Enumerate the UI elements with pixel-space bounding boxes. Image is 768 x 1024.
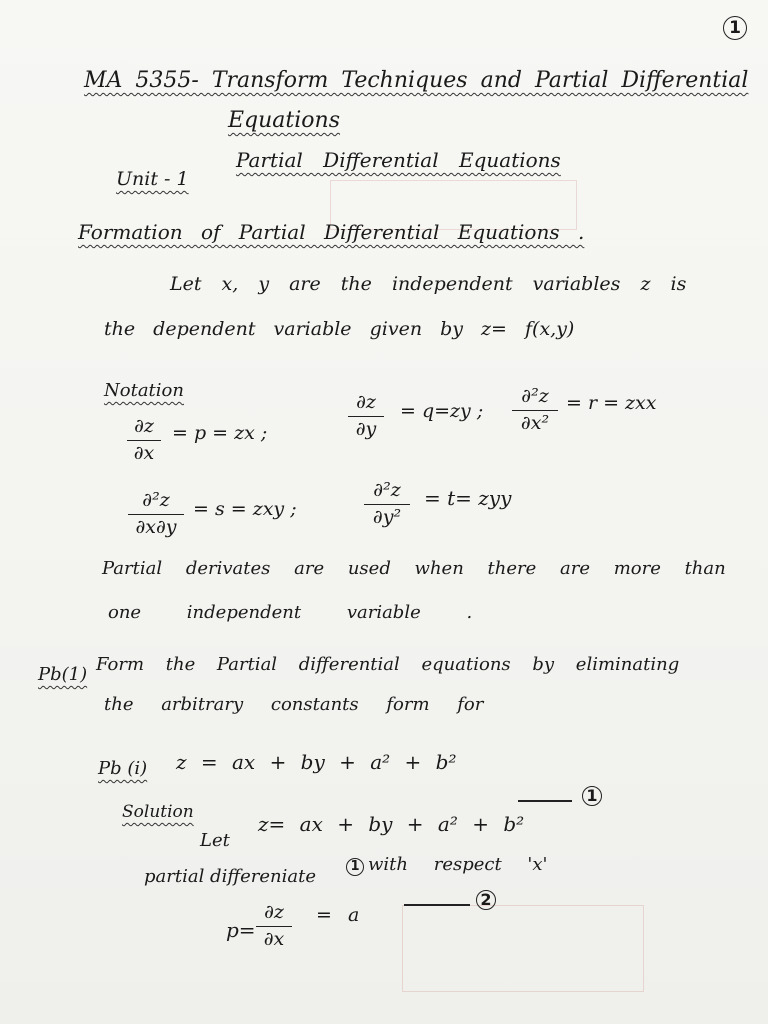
fraction-denominator: ∂x <box>263 928 285 951</box>
unit-title: Partial Differential Equations <box>236 148 561 172</box>
notation-p: = p = zx ; <box>172 422 268 444</box>
second-partial-z-yy <box>364 480 410 529</box>
intro-text-cont: the dependent variable given by z= f(x,y) <box>104 318 575 340</box>
remark-text-cont: one independent variable . <box>108 602 473 623</box>
equation-leader-line <box>518 800 572 802</box>
fraction-bar <box>128 514 184 516</box>
fraction-bar <box>512 410 558 412</box>
inline-equation-ref: 1 <box>346 858 364 876</box>
fraction-numerator: ∂z <box>356 391 376 413</box>
partial-z-y <box>348 392 384 441</box>
subproblem-equation: z = ax + by + a² + b² <box>176 750 457 774</box>
subproblem-label: Pb (i) <box>98 758 148 779</box>
fraction-bar <box>364 504 410 506</box>
section-heading: Formation of Partial Differential Equations . <box>78 220 585 244</box>
intro-text: Let x, y are the independent variables z is <box>170 273 687 295</box>
p-fraction <box>256 902 292 951</box>
solution-step-text: partial differeniate <box>144 866 316 887</box>
problem-text: Form the Partial differential equations by eliminating <box>96 654 680 675</box>
p-equals: p= <box>226 918 256 942</box>
fraction-denominator: ∂x <box>133 442 155 465</box>
fraction-numerator: ∂²z <box>521 385 549 407</box>
second-partial-z-xx <box>512 386 558 435</box>
unit-label: Unit - 1 <box>116 168 189 190</box>
second-partial-z-xy <box>128 490 184 539</box>
bleed-through-box <box>402 905 644 992</box>
p-equation-rhs: = a <box>316 904 360 926</box>
course-title-cont: Equations <box>228 108 341 133</box>
page-number: 1 <box>723 16 747 40</box>
fraction-denominator: ∂y <box>355 418 377 441</box>
fraction-denominator: ∂x∂y <box>135 516 177 539</box>
notation-q: = q=zy ; <box>400 400 484 422</box>
fraction-numerator: ∂²z <box>373 479 401 501</box>
fraction-bar <box>256 926 292 928</box>
equation-number-2: 2 <box>476 890 496 910</box>
notation-t: = t= zyy <box>424 486 512 510</box>
fraction-bar <box>348 416 384 418</box>
fraction-numerator: ∂z <box>264 901 284 923</box>
solution-step-tail: with respect 'x' <box>368 854 548 875</box>
fraction-bar <box>127 440 161 442</box>
fraction-numerator: ∂z <box>134 415 154 437</box>
remark-text: Partial derivates are used when there are more than <box>102 558 726 579</box>
problem-text-cont: the arbitrary constants form for <box>104 694 484 715</box>
solution-let: Let <box>200 830 230 851</box>
problem-label: Pb(1) <box>38 664 88 685</box>
fraction-denominator: ∂y² <box>372 506 402 529</box>
notation-s: = s = zxy ; <box>193 498 297 520</box>
solution-equation-1: z= ax + by + a² + b² <box>258 812 525 836</box>
partial-z-x <box>127 416 161 465</box>
notation-heading: Notation <box>104 380 184 401</box>
fraction-denominator: ∂x² <box>520 412 550 435</box>
equation-number-1: 1 <box>582 786 602 806</box>
equation-leader-line <box>404 904 470 906</box>
notation-r: = r = zxx <box>566 392 657 414</box>
course-title: MA 5355- Transform Techniques and Partial Differential <box>84 68 749 93</box>
solution-heading: Solution <box>122 802 194 822</box>
fraction-numerator: ∂²z <box>142 489 170 511</box>
